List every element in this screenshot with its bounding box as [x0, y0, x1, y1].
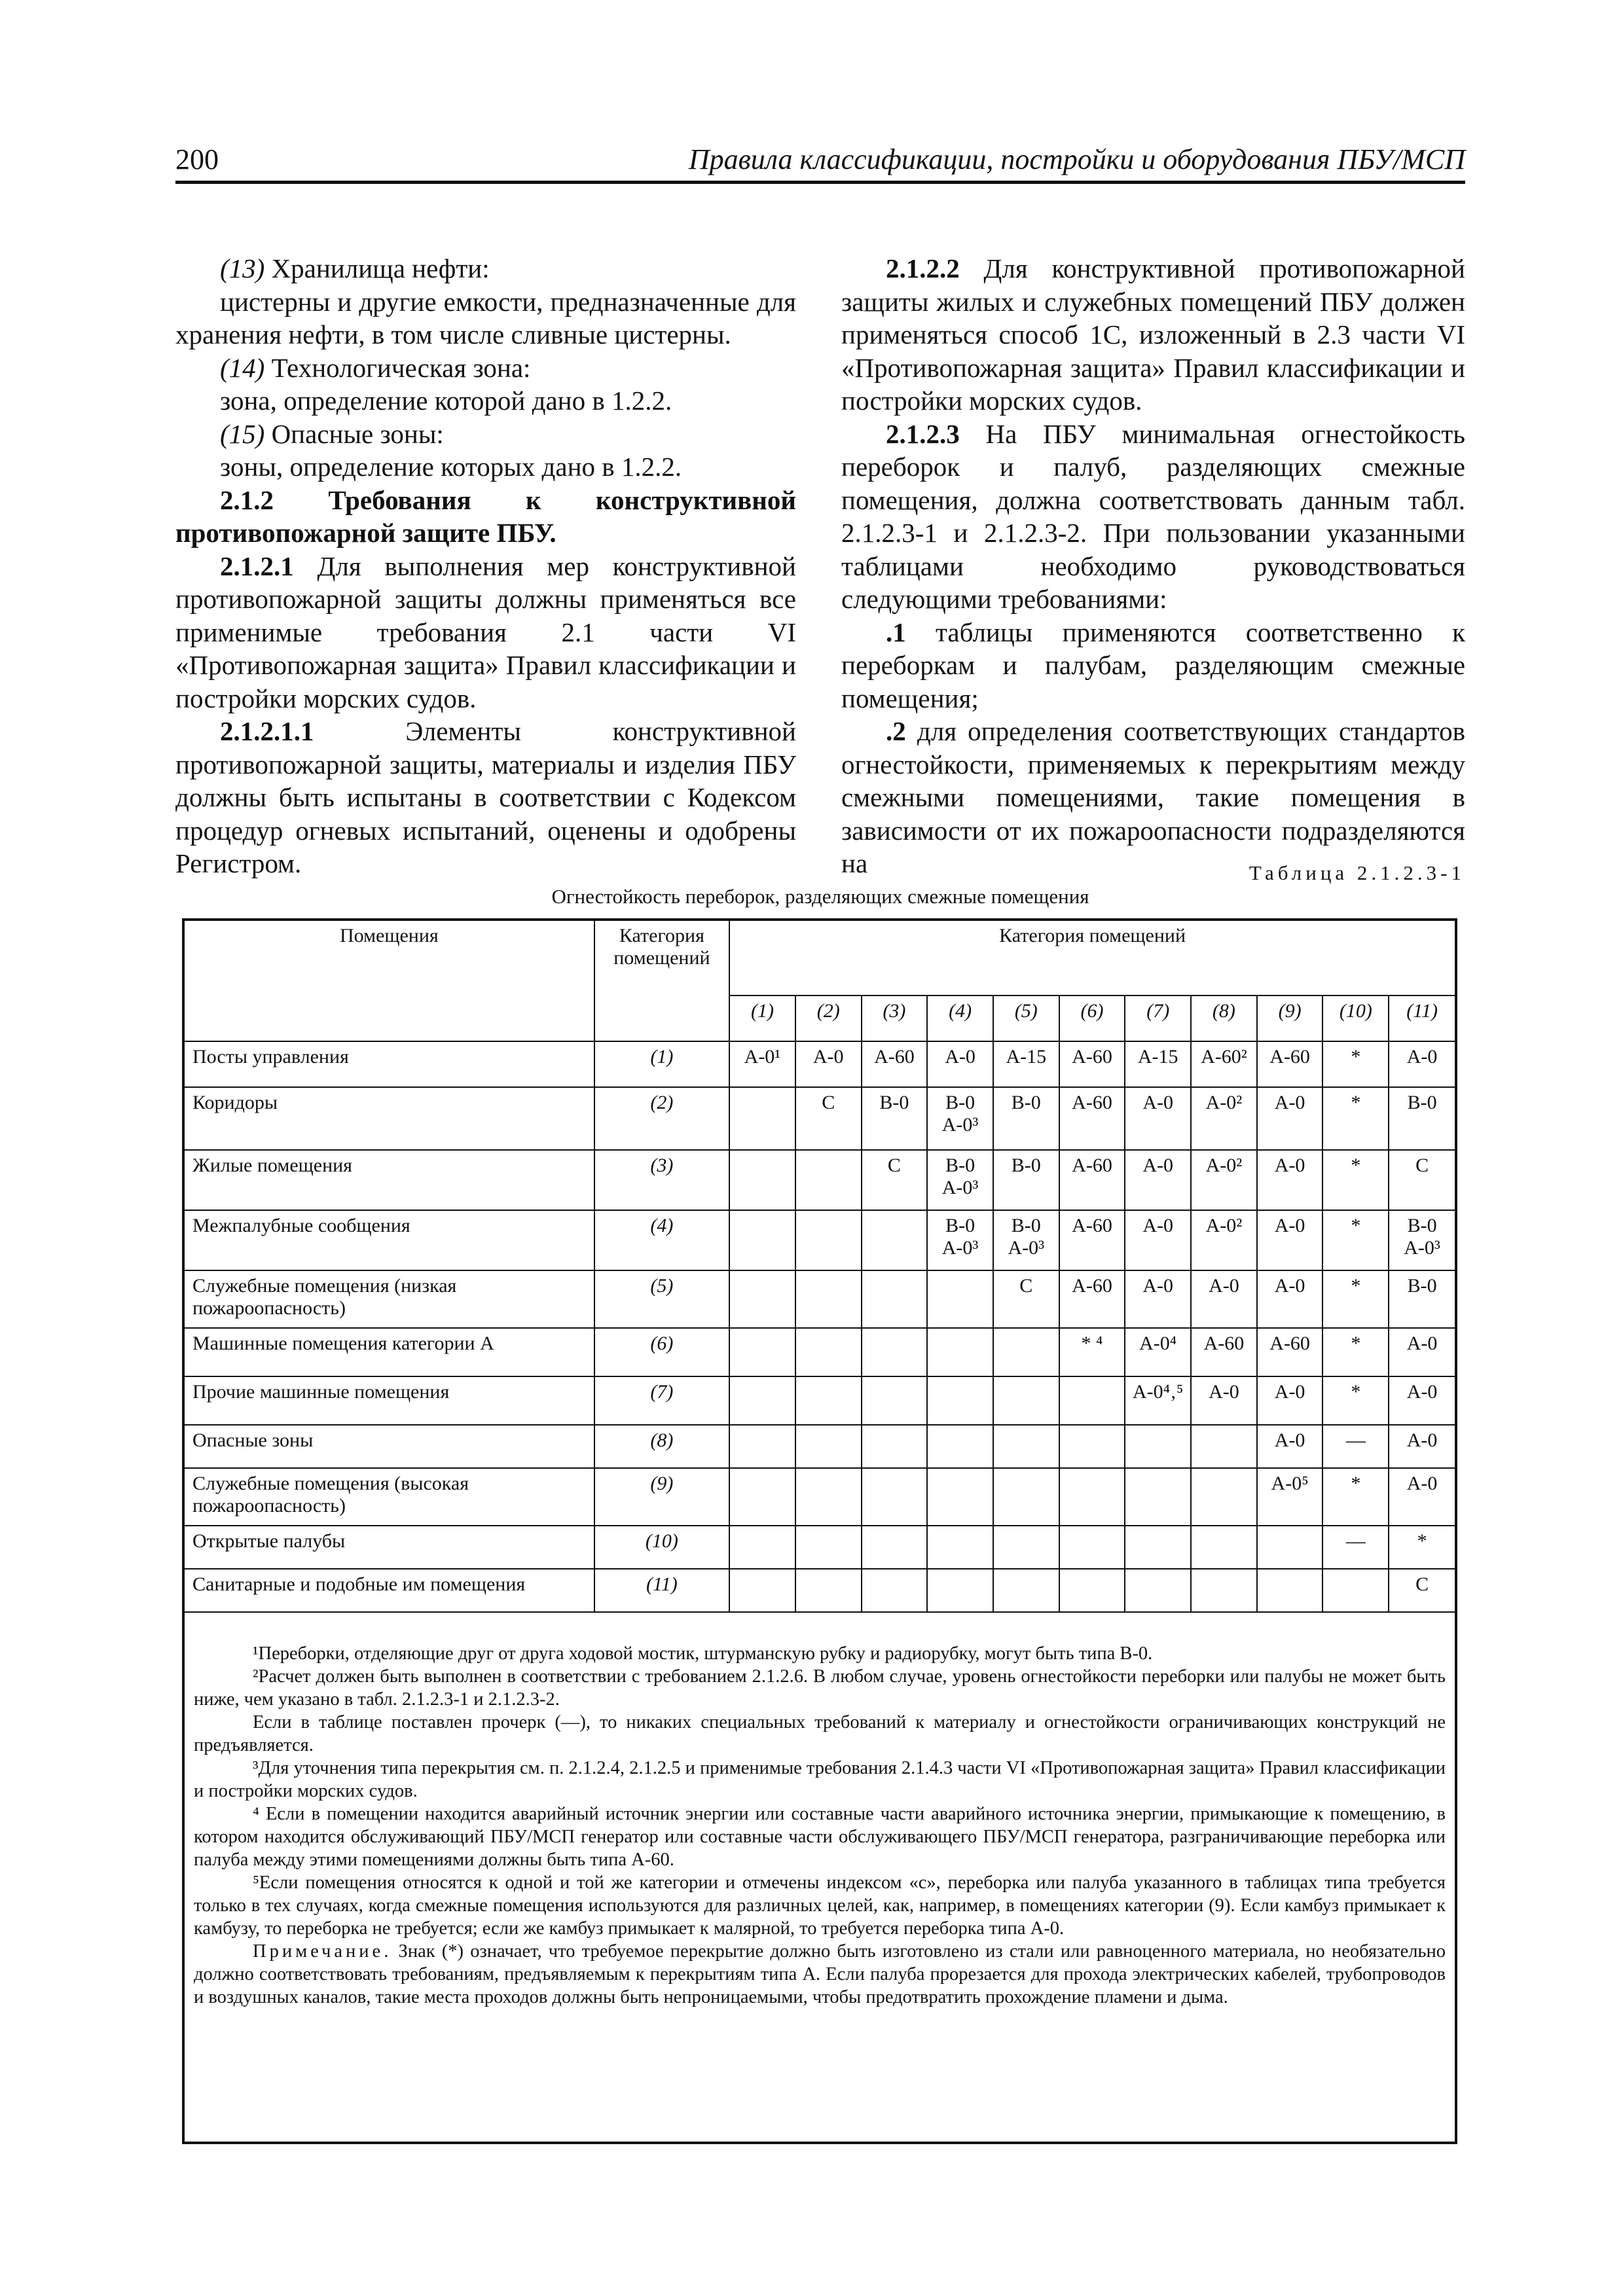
rating-cell — [862, 1328, 928, 1376]
rating-cell: А-60 — [1059, 1041, 1125, 1087]
rating-cell: * — [1322, 1270, 1389, 1328]
rating-cell — [795, 1468, 862, 1526]
room-category: (11) — [594, 1569, 730, 1612]
paragraph — [841, 616, 1465, 715]
rating-cell — [1191, 1468, 1257, 1526]
table-row — [185, 1270, 1455, 1328]
rating-cell: А-60 — [1257, 1041, 1323, 1087]
column-label: (11) — [1389, 996, 1455, 1041]
rating-cell: А-0 — [1191, 1270, 1257, 1328]
table-row — [185, 1468, 1455, 1526]
rating-cell — [862, 1376, 928, 1425]
room-name: Открытые палубы — [185, 1526, 594, 1569]
clause-number: .1 — [886, 617, 906, 647]
rating-cell: * — [1322, 1087, 1389, 1150]
rating-cell: А-0 — [1125, 1150, 1191, 1210]
rating-cell: * — [1322, 1376, 1389, 1425]
table-row — [185, 1376, 1455, 1425]
item-label: (13) — [220, 253, 265, 283]
rating-cell — [1191, 1425, 1257, 1468]
rating-cell: А-0 — [1125, 1210, 1191, 1270]
paragraph: цистерны и другие емкости, предназначенные для хранения нефти, в том числе сливные цистерны. — [175, 286, 796, 350]
rating-cell — [729, 1425, 795, 1468]
room-category: (5) — [594, 1270, 730, 1328]
rating-cell — [1125, 1425, 1191, 1468]
section-number: 2.1.2 — [220, 484, 274, 515]
table-row — [185, 1210, 1455, 1270]
footnote: ⁴ Если в помещении находится аварийный источник энергии или составные части аварийного источника энергии, примыкающие к помещению, в котором находится обслуживающий ПБУ/МСП генератор или составные части обслуживающего ПБУ/МСП генератора, разграничивающие переборка или палуба между этими помещениями должны быть типа А-60. — [194, 1804, 1446, 1870]
rating-cell: * ⁴ — [1059, 1328, 1125, 1376]
rating-cell — [927, 1468, 993, 1526]
fire-resistance-table — [182, 918, 1457, 2144]
table-row — [185, 1150, 1455, 1210]
paragraph — [175, 418, 796, 451]
table-number: Таблица 2.1.2.3-1 — [1249, 861, 1465, 884]
rating-cell — [927, 1376, 993, 1425]
rating-cell: А-60 — [1059, 1270, 1125, 1328]
rating-cell: В-0 — [993, 1087, 1059, 1150]
rating-cell — [862, 1425, 928, 1468]
room-category: (7) — [594, 1376, 730, 1425]
rating-cell: А-0 — [1389, 1041, 1455, 1087]
item-text: Опасные зоны: — [264, 418, 444, 449]
clause-text: для определения соответствующих стандартов огнестойкости, применяемых к перекрытиям между смежными помещениями, такие помещения в зависимости от их пожароопасности подразделяются на — [841, 716, 1465, 878]
rating-cell — [1257, 1526, 1323, 1569]
room-category: (3) — [594, 1150, 730, 1210]
clause-number: 2.1.2.1.1 — [220, 716, 314, 746]
remark-label: Примечание. — [253, 1941, 392, 1962]
rating-cell — [1059, 1526, 1125, 1569]
rating-cell: В-0 А-0³ — [927, 1210, 993, 1270]
rating-cell — [795, 1150, 862, 1210]
room-name: Прочие машинные помещения — [185, 1376, 594, 1425]
paragraph — [841, 418, 1465, 616]
rating-cell: А-0 — [927, 1041, 993, 1087]
rating-cell: В-0 — [1389, 1087, 1455, 1150]
clause-number: 2.1.2.3 — [886, 418, 960, 449]
rating-cell — [1125, 1468, 1191, 1526]
rating-cell: А-15 — [993, 1041, 1059, 1087]
room-category: (4) — [594, 1210, 730, 1270]
rating-cell: А-0 — [1257, 1425, 1323, 1468]
room-name: Машинные помещения категории А — [185, 1328, 594, 1376]
rating-cell: А-0 — [1257, 1270, 1323, 1328]
item-label: (14) — [220, 352, 265, 383]
rating-cell — [1059, 1425, 1125, 1468]
rating-cell: * — [1322, 1041, 1389, 1087]
rating-cell — [795, 1376, 862, 1425]
rating-cell: А-0 — [1389, 1376, 1455, 1425]
column-label: (5) — [993, 996, 1059, 1041]
table-row — [185, 1425, 1455, 1468]
clause-text: таблицы применяются соответственно к переборкам и палубам, разделяющим смежные помещения; — [841, 617, 1465, 713]
rating-cell — [729, 1150, 795, 1210]
table-notes — [194, 1642, 1446, 2009]
rating-cell — [927, 1569, 993, 1612]
rating-cell: С — [795, 1087, 862, 1150]
rating-cell — [795, 1210, 862, 1270]
rating-cell: * — [1322, 1328, 1389, 1376]
room-name: Санитарные и подобные им помещения — [185, 1569, 594, 1612]
rating-cell: С — [1389, 1150, 1455, 1210]
rating-cell — [729, 1468, 795, 1526]
rating-cell: — — [1322, 1425, 1389, 1468]
rating-cell: А-0 — [1125, 1270, 1191, 1328]
rating-cell — [1059, 1468, 1125, 1526]
rating-cell: А-60 — [1257, 1328, 1323, 1376]
clause-number: .2 — [886, 716, 906, 746]
clause-number: 2.1.2.2 — [886, 253, 960, 283]
clause-text: Элементы конструктивной противопожарной защиты, материалы и изделия ПБУ должны быть испытаны в соответствии с Кодексом процедур огневых испытаний, оценены и одобрены Регистром. — [175, 716, 796, 878]
rating-cell — [729, 1328, 795, 1376]
column-label: (7) — [1125, 996, 1191, 1041]
rating-cell: А-60 — [862, 1041, 928, 1087]
rating-cell: А-60 — [1059, 1150, 1125, 1210]
rating-cell — [993, 1328, 1059, 1376]
rating-cell — [862, 1270, 928, 1328]
rating-cell: В-0 — [1389, 1270, 1455, 1328]
rating-cell — [1059, 1376, 1125, 1425]
rating-cell — [993, 1569, 1059, 1612]
table — [185, 921, 1455, 1613]
table-row — [185, 1328, 1455, 1376]
rating-cell: А-0 — [1191, 1376, 1257, 1425]
rating-cell — [993, 1468, 1059, 1526]
rating-cell: А-0² — [1191, 1087, 1257, 1150]
rating-cell: В-0 А-0³ — [927, 1150, 993, 1210]
rating-cell — [927, 1526, 993, 1569]
section-title: Требования к конструктивной противопожарной защите ПБУ. — [175, 484, 796, 548]
room-name: Служебные помещения (низкая пожароопасность) — [185, 1270, 594, 1328]
rating-cell: А-0 — [1257, 1376, 1323, 1425]
rating-cell — [729, 1569, 795, 1612]
page-number: 200 — [175, 143, 219, 175]
rating-cell — [1059, 1569, 1125, 1612]
rating-cell: С — [993, 1270, 1059, 1328]
rating-cell: С — [862, 1150, 928, 1210]
room-category: (2) — [594, 1087, 730, 1150]
paragraph — [175, 550, 796, 715]
item-text: Хранилища нефти: — [264, 253, 490, 283]
rating-cell: А-0 — [1257, 1087, 1323, 1150]
paragraph — [841, 252, 1465, 418]
room-name: Опасные зоны — [185, 1425, 594, 1468]
rating-cell: В-0 — [862, 1087, 928, 1150]
rating-cell: А-0⁴ — [1125, 1328, 1191, 1376]
rating-cell — [1191, 1569, 1257, 1612]
room-category: (8) — [594, 1425, 730, 1468]
rating-cell — [862, 1210, 928, 1270]
column-label: (9) — [1257, 996, 1323, 1041]
header-category: Категория помещений — [594, 921, 730, 1041]
rating-cell: А-60² — [1191, 1041, 1257, 1087]
rating-cell: А-15 — [1125, 1041, 1191, 1087]
footnote: ⁵Если помещения относятся к одной и той же категории и отмечены индексом «с», переборка или палуба указанного в таблицах типа требуется только в тех случаях, когда смежные помещения используются для различных целей, как, например, в помещениях категории (9). Если камбуз примыкает к камбузу, то переборка не требуется; если же камбуз примыкает к малярной, то требуется переборка типа А-0. — [194, 1873, 1446, 1939]
room-category: (6) — [594, 1328, 730, 1376]
room-name: Межпалубные сообщения — [185, 1210, 594, 1270]
rating-cell — [729, 1270, 795, 1328]
rating-cell — [993, 1376, 1059, 1425]
paragraph — [175, 351, 796, 385]
rating-cell: В-0 А-0³ — [993, 1210, 1059, 1270]
rating-cell: А-0² — [1191, 1150, 1257, 1210]
rating-cell — [993, 1526, 1059, 1569]
rating-cell: А-0 — [1389, 1328, 1455, 1376]
rating-cell — [1191, 1526, 1257, 1569]
room-name: Жилые помещения — [185, 1150, 594, 1210]
clause-number: 2.1.2.1 — [220, 550, 294, 581]
rating-cell: А-60 — [1059, 1210, 1125, 1270]
rating-cell — [927, 1328, 993, 1376]
column-label: (3) — [862, 996, 928, 1041]
rating-cell: А-0 — [795, 1041, 862, 1087]
clause-text: Для конструктивной противопожарной защиты жилых и служебных помещений ПБУ должен применяться способ 1С, изложенный в 2.3 части VI «Противопожарная защита» Правил классификации и постройки морских судов. — [841, 253, 1465, 416]
rating-cell — [729, 1210, 795, 1270]
room-name: Посты управления — [185, 1041, 594, 1087]
header-categories: Категория помещений — [729, 921, 1455, 996]
rating-cell: С — [1389, 1569, 1455, 1612]
rating-cell: А-0 — [1389, 1425, 1455, 1468]
footnote: ¹Переборки, отделяющие друг от друга ходовой мостик, штурманскую рубку и радиорубку, могут быть типа В-0. — [253, 1643, 1153, 1664]
column-label: (1) — [729, 996, 795, 1041]
remark-text: Знак (*) означает, что требуемое перекрытие должно быть изготовлено из стали или равноценного материала, но необязательно должно соответствовать требованиям, предъявляемым к перекрытиям типа А. Если палуба прорезается для прохода электрических кабелей, трубопроводов и воздушных каналов, такие места проходов должны быть непроницаемыми, чтобы предотвратить прохождение пламени и дыма. — [194, 1941, 1446, 2007]
rating-cell — [1125, 1569, 1191, 1612]
left-column — [175, 252, 796, 880]
section-heading — [175, 484, 796, 550]
column-label: (6) — [1059, 996, 1125, 1041]
rating-cell: А-0 — [1125, 1087, 1191, 1150]
rating-cell — [729, 1087, 795, 1150]
right-column — [841, 252, 1465, 880]
rating-cell: А-60 — [1059, 1087, 1125, 1150]
rating-cell: А-0² — [1191, 1210, 1257, 1270]
rating-cell — [993, 1425, 1059, 1468]
rating-cell — [1322, 1569, 1389, 1612]
rating-cell — [729, 1526, 795, 1569]
column-label: (8) — [1191, 996, 1257, 1041]
rating-cell: * — [1322, 1210, 1389, 1270]
table-remark — [194, 1940, 1446, 2009]
room-category: (1) — [594, 1041, 730, 1087]
column-label: (2) — [795, 996, 862, 1041]
table-row — [185, 1041, 1455, 1087]
header-rooms: Помещения — [185, 921, 594, 1041]
rating-cell: * — [1322, 1468, 1389, 1526]
rating-cell: В-0 — [993, 1150, 1059, 1210]
room-name: Служебные помещения (высокая пожароопасность) — [185, 1468, 594, 1526]
room-category: (10) — [594, 1526, 730, 1569]
running-title: Правила классификации, постройки и оборудования ПБУ/МСП — [688, 143, 1465, 175]
rating-cell: А-0 — [1389, 1468, 1455, 1526]
table-row — [185, 1526, 1455, 1569]
table-row — [185, 1087, 1455, 1150]
page-header — [175, 143, 1465, 184]
item-label: (15) — [220, 418, 265, 449]
rating-cell — [1125, 1526, 1191, 1569]
rating-cell: * — [1389, 1526, 1455, 1569]
paragraph — [175, 252, 796, 285]
rating-cell: А-0¹ — [729, 1041, 795, 1087]
rating-cell: В-0 А-0³ — [927, 1087, 993, 1150]
rating-cell: — — [1322, 1526, 1389, 1569]
rating-cell — [862, 1569, 928, 1612]
room-category: (9) — [594, 1468, 730, 1526]
rating-cell — [927, 1270, 993, 1328]
paragraph — [175, 715, 796, 880]
item-text: Технологическая зона: — [264, 352, 531, 383]
rating-cell — [795, 1328, 862, 1376]
rating-cell — [795, 1569, 862, 1612]
clause-text: На ПБУ минимальная огнестойкость переборок и палуб, разделяющих смежные помещения, должна соответствовать данным табл. 2.1.2.3-1 и 2.1.2.3-2. При пользовании указанными таблицами необходимо руководствоваться следующими требованиями: — [841, 418, 1465, 614]
table-title: Огнестойкость переборок, разделяющих смежные помещения — [551, 885, 1089, 908]
rating-cell: А-0 — [1257, 1150, 1323, 1210]
room-name: Коридоры — [185, 1087, 594, 1150]
footnote: Если в таблице поставлен прочерк (—), то никаких специальных требований к материалу и огнестойкости ограничивающих конструкций не предъявляется. — [194, 1712, 1446, 1755]
rating-cell: А-60 — [1191, 1328, 1257, 1376]
rating-cell — [862, 1468, 928, 1526]
rating-cell — [795, 1270, 862, 1328]
paragraph: зоны, определение которых дано в 1.2.2. — [220, 452, 682, 482]
rating-cell — [729, 1376, 795, 1425]
rating-cell: В-0 А-0³ — [1389, 1210, 1455, 1270]
rating-cell: * — [1322, 1150, 1389, 1210]
clause-text: Для выполнения мер конструктивной противопожарной защиты должны применяться все применимые требования 2.1 части VI «Противопожарная защита» Правил классификации и постройки морских судов. — [175, 550, 796, 713]
rating-cell — [1257, 1569, 1323, 1612]
table-row — [185, 1569, 1455, 1612]
rating-cell — [862, 1526, 928, 1569]
rating-cell — [927, 1425, 993, 1468]
rating-cell: А-0⁴‚⁵ — [1125, 1376, 1191, 1425]
paragraph — [841, 715, 1465, 880]
footnote: ²Расчет должен быть выполнен в соответствии с требованием 2.1.2.6. В любом случае, уровень огнестойкости переборки или палубы не может быть ниже, чем указано в табл. 2.1.2.3-1 и 2.1.2.3-2. — [194, 1666, 1446, 1710]
footnote: ³Для уточнения типа перекрытия см. п. 2.1.2.4, 2.1.2.5 и применимые требования 2.1.4.3 части VI «Противопожарная защита» Правил классификации и постройки морских судов. — [194, 1758, 1446, 1801]
rating-cell: А-0⁵ — [1257, 1468, 1323, 1526]
column-label: (10) — [1322, 996, 1389, 1041]
rating-cell: А-0 — [1257, 1210, 1323, 1270]
rating-cell — [795, 1425, 862, 1468]
column-label: (4) — [927, 996, 993, 1041]
rating-cell — [795, 1526, 862, 1569]
paragraph: зона, определение которой дано в 1.2.2. — [220, 386, 672, 416]
